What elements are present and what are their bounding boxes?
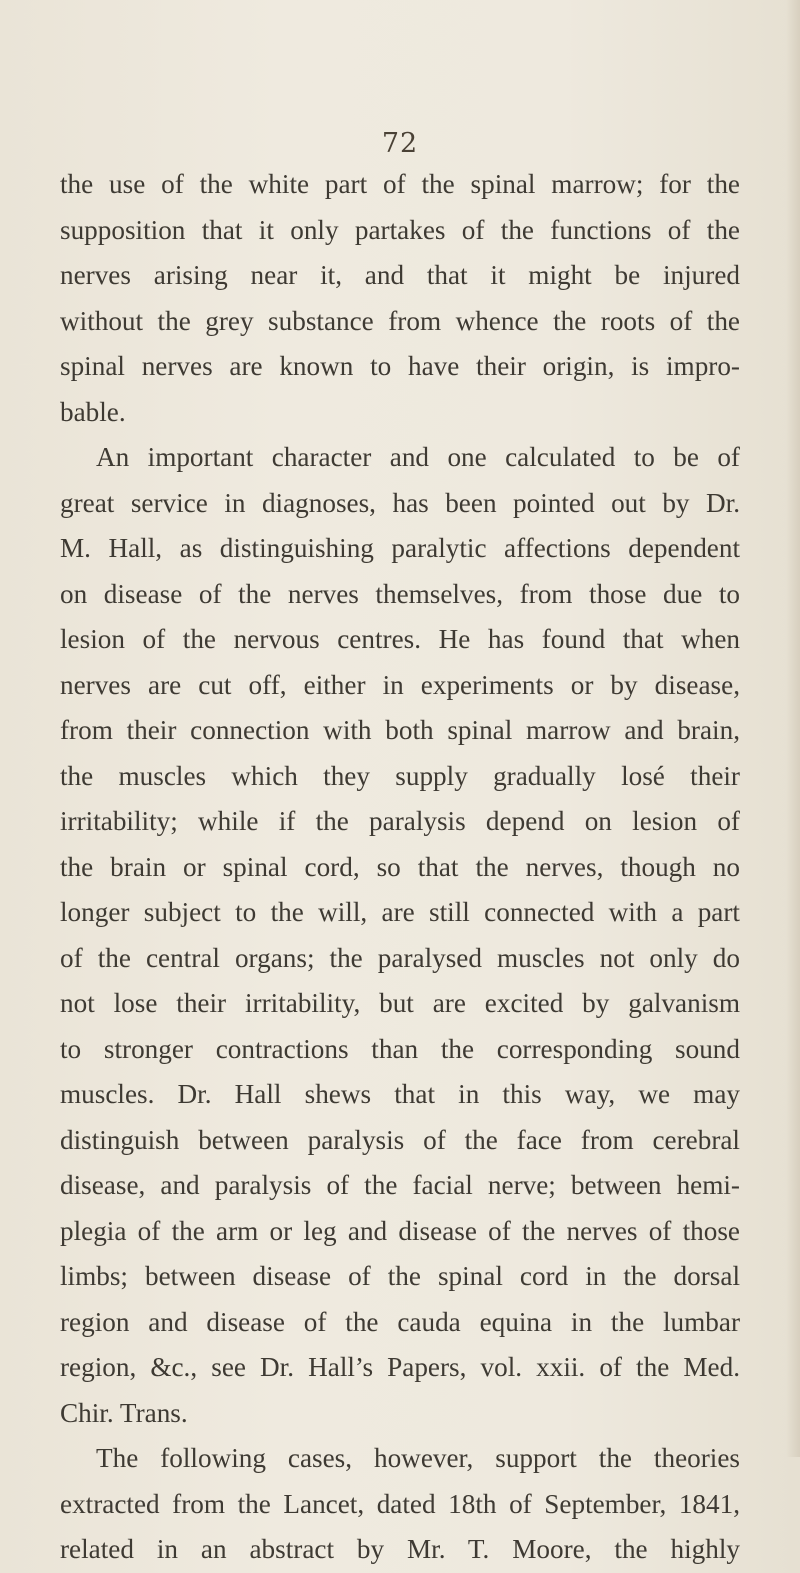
text-line: Chir. Trans. (60, 1397, 188, 1428)
text-line: supposition that it only partakes of the functions of the (60, 214, 740, 245)
text-line: without the grey substance from whence the roots of the (60, 305, 740, 336)
text-line: muscles. Dr. Hall shews that in this way, we may (60, 1079, 740, 1109)
text-line: the brain or spinal cord, so that the nerves, though no (60, 851, 740, 882)
text-line: nerves are cut off, either in experiments or by disease, (60, 669, 740, 700)
text-line: M. Hall, as distinguishing paralytic affections dependent (60, 533, 740, 563)
text-line: longer subject to the will, are still connected with a part (60, 897, 740, 927)
text-line: from their connection with both spinal marrow and brain, (60, 715, 740, 745)
text-line: of the central organs; the paralysed muscles not only do (60, 942, 740, 973)
text-line: disease, and paralysis of the facial nerve; between hemi- (60, 1170, 740, 1200)
page-number: 72 (381, 128, 419, 159)
text-line: limbs; between disease of the spinal cord in the dorsal (60, 1261, 740, 1291)
body-text (60, 162, 740, 1573)
text-line: to stronger contractions than the corresponding sound (60, 1033, 740, 1064)
text-line: on disease of the nerves themselves, from those due to (60, 578, 740, 609)
text-line: not lose their irritability, but are excited by galvanism (60, 988, 740, 1018)
text-line: bable. (60, 396, 126, 427)
paragraph (60, 162, 740, 435)
text-line: extracted from the Lancet, dated 18th of September, 1841, (60, 1488, 740, 1519)
text-line: region and disease of the cauda equina in the lumbar (60, 1306, 740, 1337)
text-line: An important character and one calculated to be of (96, 442, 740, 472)
paragraph (60, 435, 740, 1436)
text-line: lesion of the nervous centres. He has found that when (60, 624, 740, 654)
text-line: plegia of the arm or leg and disease of the nerves of those (60, 1215, 740, 1246)
text-line: related in an abstract by Mr. T. Moore, the highly (60, 1534, 740, 1564)
text-line: the muscles which they supply gradually losé their (60, 760, 740, 791)
text-line: the use of the white part of the spinal marrow; for the (60, 169, 740, 199)
paragraph (60, 1436, 740, 1573)
text-line: region, &c., see Dr. Hall’s Papers, vol. xxii. of the Med. (60, 1352, 740, 1382)
text-line: nerves arising near it, and that it might be injured (60, 260, 740, 290)
text-line: irritability; while if the paralysis depend on lesion of (60, 806, 740, 836)
text-line: great service in diagnoses, has been pointed out by Dr. (60, 487, 740, 518)
text-line: spinal nerves are known to have their origin, is impro- (60, 351, 740, 381)
text-line: The following cases, however, support the theories (96, 1443, 740, 1473)
page-edge-shadow (786, 0, 800, 1457)
text-line: distinguish between paralysis of the face from cerebral (60, 1124, 740, 1155)
